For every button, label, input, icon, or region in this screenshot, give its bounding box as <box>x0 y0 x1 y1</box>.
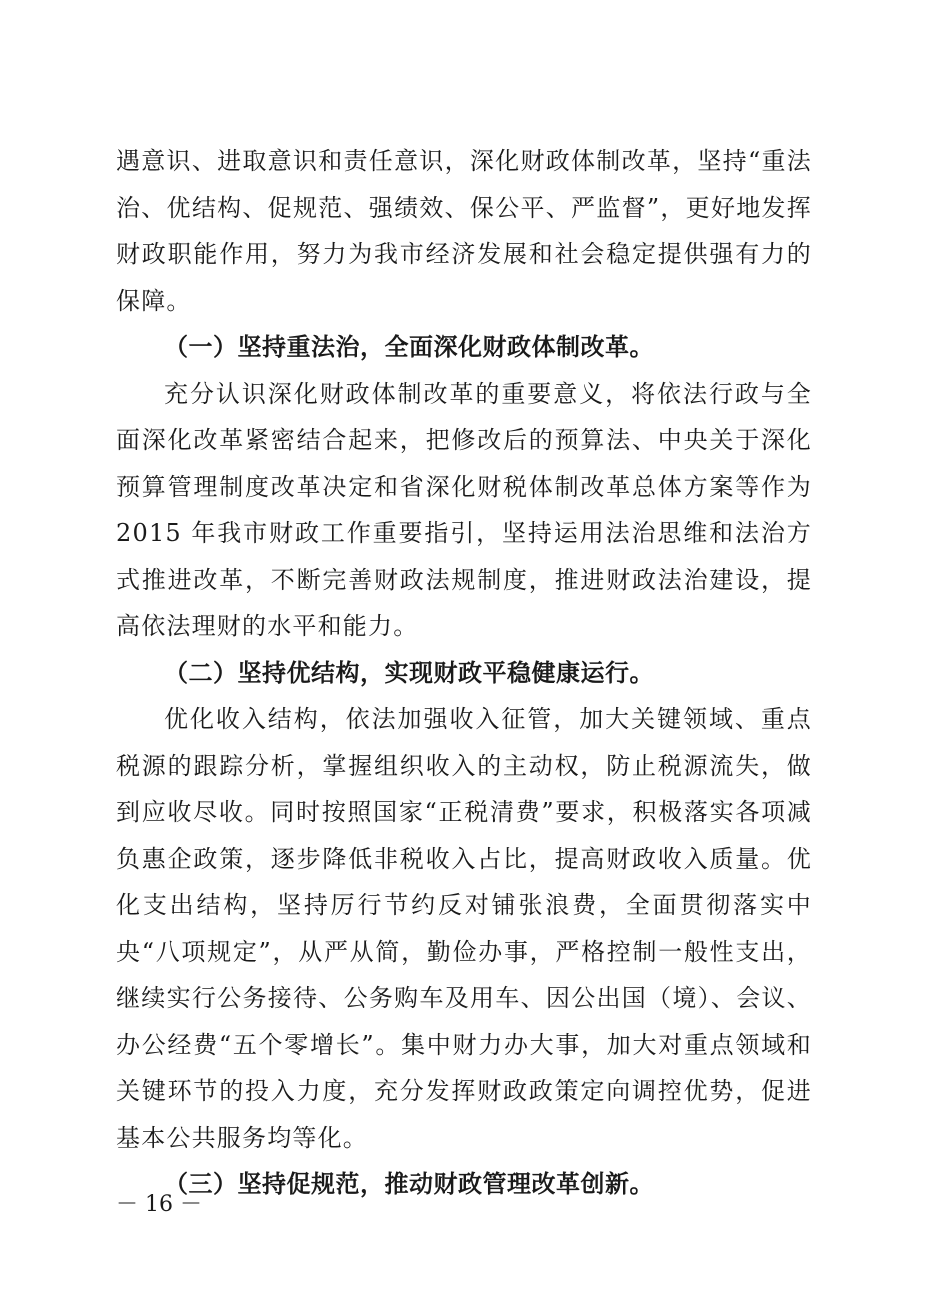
paragraph-legal-reform: 充分认识深化财政体制改革的重要意义，将依法行政与全面深化改革紧密结合起来，把修改后的预算法、中央关于深化预算管理制度改革决定和省深化财税体制改革总体方案等作为 2015 年我市财政工作重要指引，坚持运用法治思维和法治方式推进改革，不断完善财政法规制度，推进财政法治建设，提高依法理财的水平和能力。 <box>116 379 812 640</box>
section-heading-2: （二）坚持优结构，实现财政平稳健康运行。 <box>164 658 654 687</box>
document-body <box>116 138 812 1208</box>
paragraph-continuation: 遇意识、进取意识和责任意识，深化财政体制改革，坚持“重法治、优结构、促规范、强绩效、保公平、严监督”，更好地发挥财政职能作用，努力为我市经济发展和社会稳定提供强有力的保障。 <box>116 147 812 315</box>
paragraph-structure-optimization: 优化收入结构，依法加强收入征管，加大关键领域、重点税源的跟踪分析，掌握组织收入的主动权，防止税源流失，做到应收尽收。同时按照国家“正税清费”要求，积极落实各项减负惠企政策，逐步降低非税收入占比，提高财政收入质量。优化支出结构，坚持厉行节约反对铺张浪费，全面贯彻落实中央“八项规定”，从严从简，勤俭办事，严格控制一般性支出，继续实行公务接待、公务购车及用车、因公出国（境）、会议、办公经费“五个零增长”。集中财力办大事，加大对重点领域和关键环节的投入力度，充分发挥财政政策定向调控优势，促进基本公共服务均等化。 <box>116 705 812 1152</box>
page-number: － 16 － <box>116 1192 202 1217</box>
section-heading-1: （一）坚持重法治，全面深化财政体制改革。 <box>164 333 654 361</box>
section-heading-3: （三）坚持促规范，推动财政管理改革创新。 <box>164 1170 654 1198</box>
